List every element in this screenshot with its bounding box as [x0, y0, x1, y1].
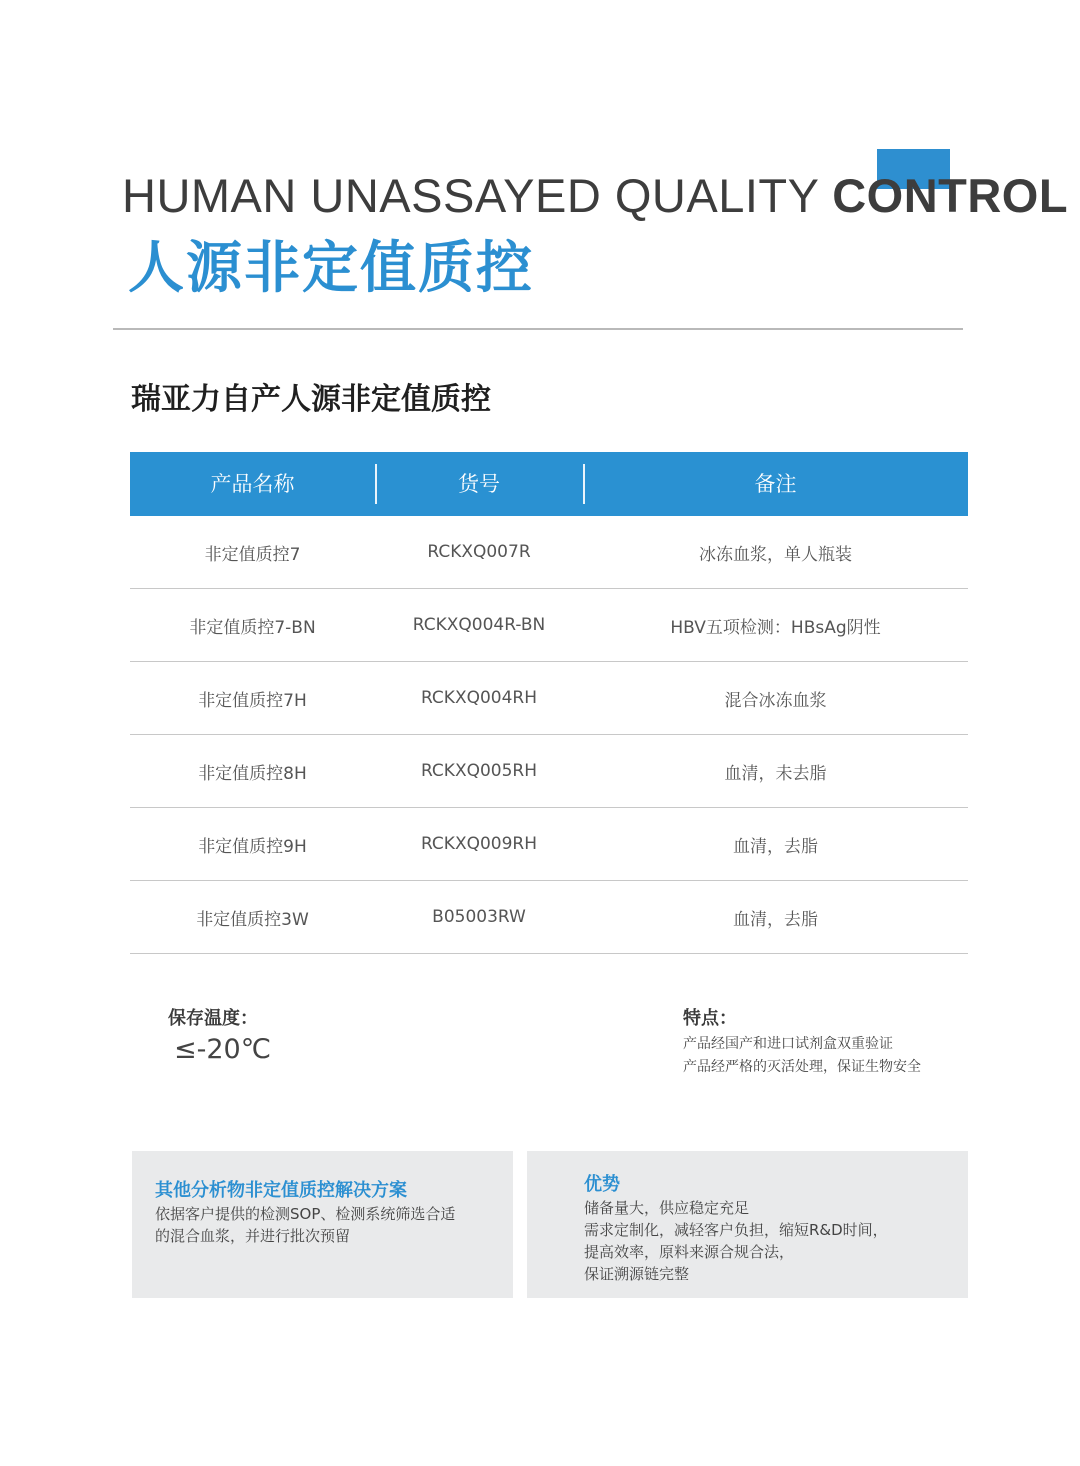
column-header-remarks: 备注 [583, 452, 968, 516]
column-header-item-number: 货号 [375, 452, 583, 516]
product-name-cell: 非定值质控8H [198, 763, 307, 784]
english-title-light: HUMAN UNASSAYED QUALITY [122, 169, 833, 222]
product-name-cell: 非定值质控7H [198, 690, 307, 711]
table-row [130, 808, 968, 881]
remarks-cell: 血清，未去脂 [724, 763, 827, 784]
solutions-line: 依据客户提供的检测SOP、检测系统筛选合适 [155, 1205, 456, 1223]
item-number-cell: RCKXQ004RH [420, 688, 538, 708]
item-number-cell: RCKXQ009RH [420, 834, 538, 854]
column-header-product-name: 产品名称 [210, 472, 295, 496]
table-row [130, 662, 968, 735]
remarks-cell: HBV五项检测：HBsAg阴性 [670, 617, 881, 638]
storage-temperature-label: 保存温度： [168, 1008, 258, 1029]
section-title: 瑞亚力自产人源非定值质控 [131, 382, 491, 417]
storage-temperature-value: ≤-20℃ [174, 1034, 272, 1065]
feature-line: 产品经国产和进口试剂盒双重验证 [683, 1036, 893, 1052]
remarks-cell: 混合冰冻血浆 [724, 690, 827, 711]
solutions-title: 其他分析物非定值质控解决方案 [155, 1180, 407, 1201]
advantages-box [527, 1151, 968, 1298]
solutions-line: 的混合血浆，并进行批次预留 [155, 1227, 351, 1245]
table-row [130, 589, 968, 662]
divider [113, 328, 963, 330]
product-name-cell: 非定值质控3W [196, 909, 309, 930]
item-number-cell: B05003RW [432, 907, 526, 927]
item-number-cell: RCKXQ004R-BN [412, 615, 546, 635]
english-title [122, 168, 1068, 224]
advantages-title: 优势 [584, 1174, 620, 1195]
advantages-line: 储备量大，供应稳定充足 [584, 1199, 750, 1217]
table-header [130, 452, 968, 516]
item-number-cell: RCKXQ007R [427, 542, 531, 562]
product-name-cell: 非定值质控7-BN [189, 617, 316, 638]
table-row [130, 735, 968, 808]
solutions-box [132, 1151, 513, 1298]
product-name-cell: 非定值质控9H [198, 836, 307, 857]
feature-line: 产品经严格的灭活处理，保证生物安全 [683, 1059, 921, 1075]
advantages-line: 需求定制化，减轻客户负担，缩短R&D时间， [584, 1221, 888, 1239]
product-name-cell: 非定值质控7 [204, 544, 301, 565]
table-row [130, 516, 968, 589]
remarks-cell: 血清，去脂 [733, 909, 818, 930]
remarks-cell: 血清，去脂 [733, 836, 818, 857]
english-title-bold: CONTROL [832, 169, 1069, 222]
remarks-cell: 冰冻血浆，单人瓶装 [699, 544, 852, 565]
item-number-cell: RCKXQ005RH [420, 761, 538, 781]
features-title: 特点： [683, 1008, 737, 1029]
advantages-line: 提高效率，原料来源合规合法， [584, 1243, 795, 1261]
table-row [130, 881, 968, 954]
chinese-title: 人源非定值质控 [128, 236, 534, 301]
product-table [130, 452, 968, 954]
advantages-line: 保证溯源链完整 [584, 1265, 690, 1283]
